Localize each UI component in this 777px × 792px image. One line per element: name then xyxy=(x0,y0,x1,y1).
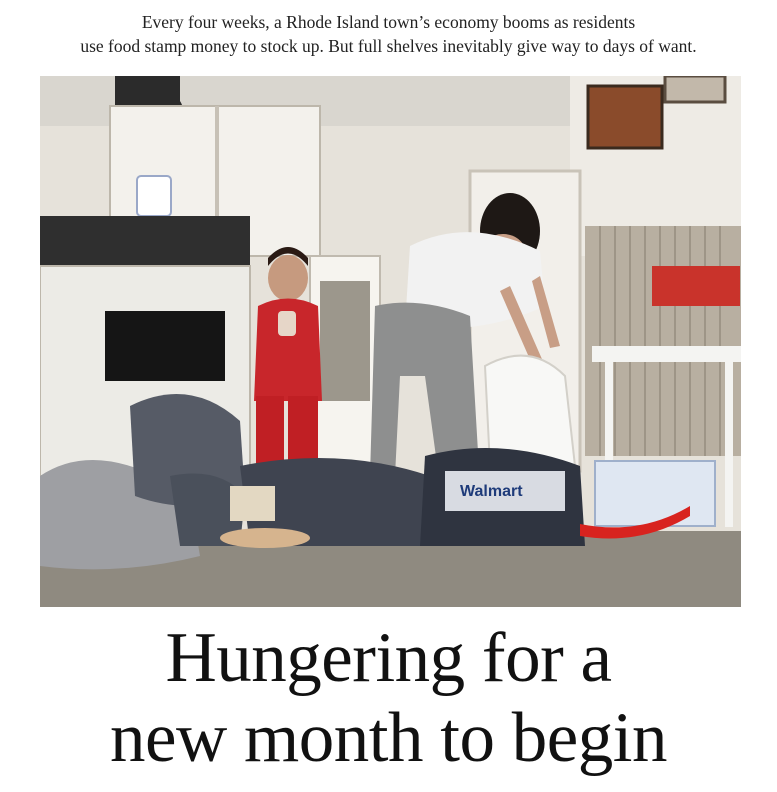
photo-illustration xyxy=(40,76,741,607)
headline-line-2: new month to begin xyxy=(110,699,667,777)
headline-line-1: Hungering for a xyxy=(165,619,612,697)
dek xyxy=(0,10,777,58)
oven-window xyxy=(105,311,225,381)
wall-picture-2 xyxy=(665,76,725,102)
cookie-jar xyxy=(137,176,171,216)
snack-box xyxy=(652,266,740,306)
article-photo xyxy=(40,76,741,607)
side-table xyxy=(592,346,741,362)
headline xyxy=(0,618,777,778)
dek-line-1: Every four weeks, a Rhode Island town’s economy booms as residents xyxy=(141,12,636,32)
wall-picture xyxy=(588,86,662,148)
bag-print: Walmart xyxy=(460,483,523,500)
dek-line-2: use food stamp money to stock up. But full shelves inevitably give way to days of want. xyxy=(80,36,697,56)
